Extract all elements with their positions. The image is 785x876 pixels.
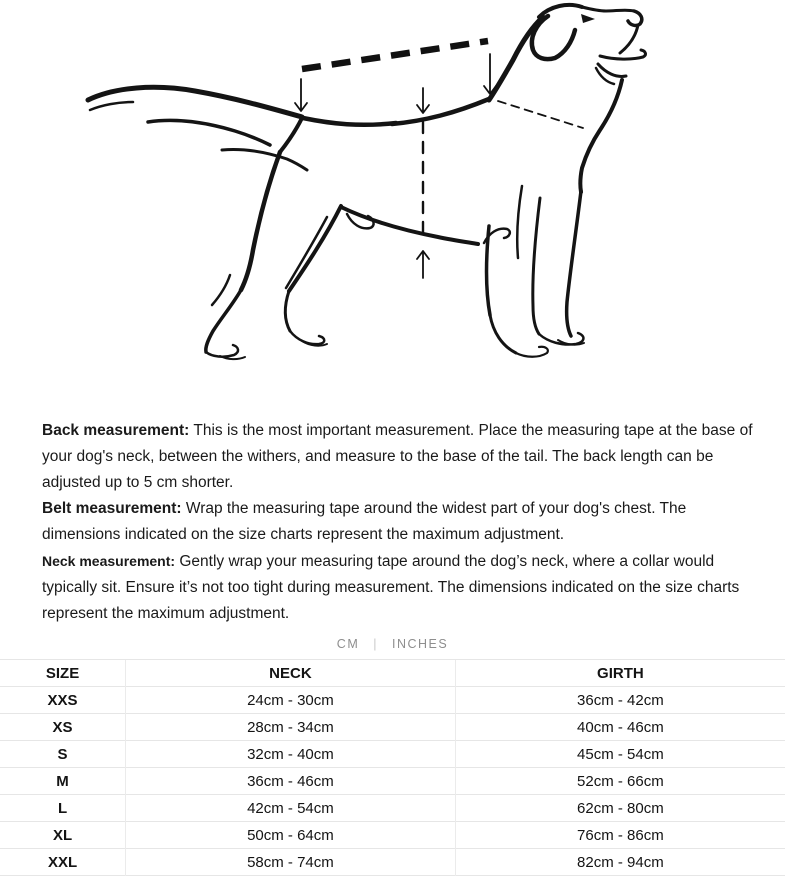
dog-outline-stroke [567, 191, 581, 336]
dog-outline-stroke [517, 186, 522, 258]
back-measurement-paragraph [42, 418, 765, 496]
size-chart-table [0, 659, 785, 876]
unit-option-cm[interactable]: CM [336, 637, 360, 651]
back-measurement-label: Back measurement: [42, 422, 190, 439]
neck-measurement-dashed-line [498, 101, 583, 128]
size-cell: L [0, 795, 126, 822]
dog-outline-stroke [241, 152, 280, 290]
table-row [0, 822, 785, 849]
dog-outline-stroke [620, 25, 638, 53]
size-cell: M [0, 768, 126, 795]
dog-outline-stroke [222, 149, 307, 170]
girth-cell: 36cm - 42cm [455, 687, 785, 714]
unit-divider: | [373, 637, 378, 651]
dog-eye [581, 14, 595, 23]
size-cell: XXL [0, 849, 126, 876]
size-cell: XL [0, 822, 126, 849]
column-header-girth: GIRTH [455, 660, 785, 687]
unit-toggle [0, 637, 785, 651]
neck-cell: 32cm - 40cm [126, 741, 456, 768]
neck-cell: 24cm - 30cm [126, 687, 456, 714]
dog-outline-stroke [280, 118, 302, 152]
column-header-size: SIZE [0, 660, 126, 687]
girth-cell: 62cm - 80cm [455, 795, 785, 822]
dog-outline-stroke [206, 345, 238, 357]
measurement-annotations [295, 41, 583, 278]
neck-measurement-text: Gently wrap your measuring tape around the dog’s neck, where a collar would typically sit. Ensure it’s not too tight during measurement. The dimensions indicated on the size charts represent the maximum adjustment. [42, 553, 740, 622]
belt-measurement-label: Belt measurement: [42, 500, 182, 517]
dog-outline-stroke [303, 118, 396, 125]
back-measurement-text: This is the most important measurement. Place the measuring tape at the base of your dog's neck, between the withers, and measure to the base of the tail. The back length can be adjusted up to 5 cm shorter. [42, 422, 753, 491]
dog-outline-stroke [598, 64, 626, 76]
back-arrow-left-icon [295, 79, 307, 111]
girth-cell: 40cm - 46cm [455, 714, 785, 741]
neck-cell: 58cm - 74cm [126, 849, 456, 876]
dog-outline-stroke [516, 347, 548, 357]
table-row [0, 714, 785, 741]
dog-outline-stroke [490, 315, 516, 353]
measurement-instructions [0, 402, 785, 627]
table-header-row [0, 660, 785, 687]
table-row [0, 768, 785, 795]
girth-cell: 45cm - 54cm [455, 741, 785, 768]
size-cell: XXS [0, 687, 126, 714]
dog-measurement-illustration [0, 0, 785, 402]
table-row [0, 741, 785, 768]
neck-measurement-label: Neck measurement: [42, 553, 176, 569]
table-row [0, 795, 785, 822]
belt-measurement-text: Wrap the measuring tape around the widest part of your dog's chest. The dimensions indicated on the size charts represent the maximum adjustment. [42, 500, 687, 543]
dog-outline-stroke [533, 198, 540, 334]
back-arrow-right-icon [484, 54, 496, 94]
size-cell: S [0, 741, 126, 768]
dog-outline-stroke [286, 217, 327, 288]
neck-cell: 28cm - 34cm [126, 714, 456, 741]
neck-cell: 42cm - 54cm [126, 795, 456, 822]
dog-outline-stroke [580, 80, 622, 192]
dog-outline-stroke [290, 331, 324, 344]
dog-outline-stroke [582, 7, 634, 11]
table-row [0, 849, 785, 876]
neck-measurement-paragraph [42, 548, 765, 627]
dog-ear [532, 16, 575, 59]
table-row [0, 687, 785, 714]
column-header-neck: NECK [126, 660, 456, 687]
girth-arrow-up-icon [417, 251, 429, 278]
belt-measurement-paragraph [42, 496, 765, 548]
size-cell: XS [0, 714, 126, 741]
girth-cell: 52cm - 66cm [455, 768, 785, 795]
dog-outline-stroke [341, 207, 478, 244]
dog-outline-stroke [206, 290, 241, 352]
dog-measurement-figure [0, 0, 785, 402]
dog-outline-stroke [148, 120, 270, 145]
dog-outline-stroke [289, 206, 341, 291]
dog-outline-stroke [90, 102, 133, 110]
girth-cell: 76cm - 86cm [455, 822, 785, 849]
neck-cell: 36cm - 46cm [126, 768, 456, 795]
unit-option-inches[interactable]: INCHES [391, 637, 449, 651]
dog-nose [628, 11, 642, 25]
dog-outline-stroke [285, 291, 290, 331]
back-measurement-dashed-line [302, 41, 488, 69]
back-arrow-middle-icon [417, 88, 429, 113]
dog-outline-stroke [487, 226, 491, 315]
dog-outline-stroke [212, 275, 230, 305]
neck-cell: 50cm - 64cm [126, 822, 456, 849]
girth-cell: 82cm - 94cm [455, 849, 785, 876]
dog-outline-stroke [392, 99, 489, 124]
